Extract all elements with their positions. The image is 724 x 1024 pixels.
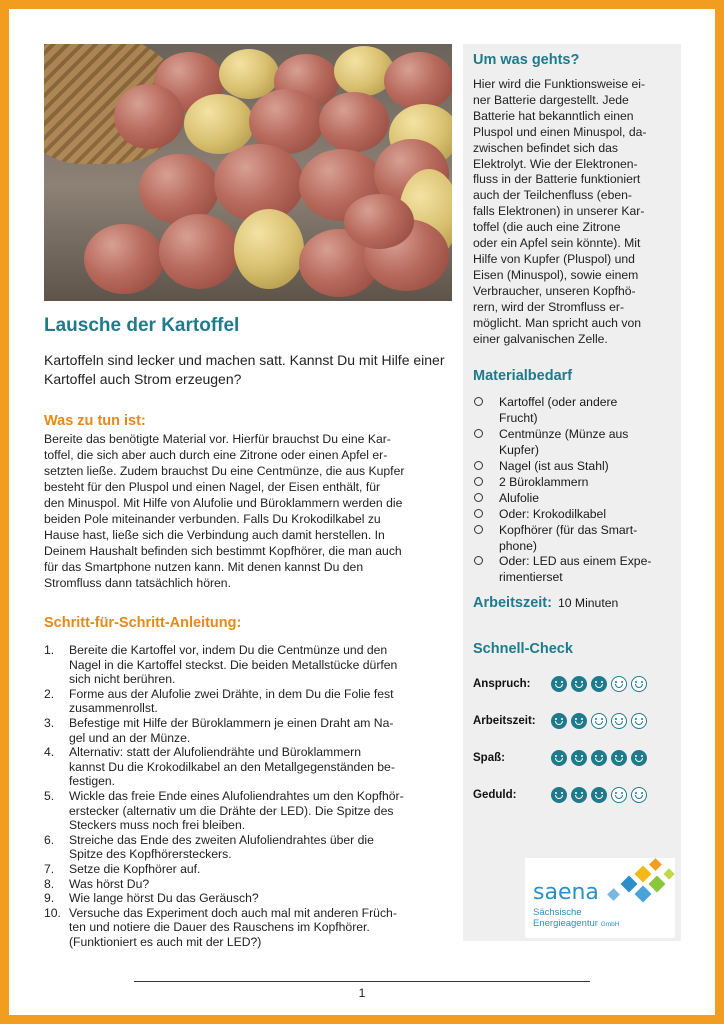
step-text-line: Wickle das freie Ende eines Alufoliendrahtes um den Kopfhör- xyxy=(69,788,404,803)
page-title: Lausche der Kartoffel xyxy=(44,315,240,336)
about-text-line: möglicht. Man spricht auch von xyxy=(473,315,641,330)
material-item xyxy=(473,491,671,507)
about-text-line: oder ein Apfel sein könnte). Mit xyxy=(473,236,641,251)
logo-subtitle-line2: Energieagentur xyxy=(533,918,598,929)
material-item xyxy=(473,507,671,523)
material-text-line: Centmünze (Münze aus xyxy=(499,427,629,442)
material-text-line: Nagel (ist aus Stahl) xyxy=(499,459,609,474)
step-text-line: Nagel in die Kartoffel steckst. Die beiden Metallstücke dürfen xyxy=(69,657,398,672)
material-item xyxy=(473,395,671,427)
rating-faces xyxy=(551,787,647,803)
circle-bullet-icon xyxy=(473,554,499,586)
todo-text-line: beiden Pole miteinander verbunden. Falls Du Krokodilkabel zu xyxy=(44,512,381,526)
material-text xyxy=(499,507,606,523)
step-item xyxy=(44,687,452,716)
material-item xyxy=(473,523,671,555)
circle-bullet-icon xyxy=(473,427,499,459)
smiley-filled-icon xyxy=(571,750,587,766)
material-text-line: Oder: Krokodilkabel xyxy=(499,506,607,521)
smiley-filled-icon xyxy=(551,787,567,803)
todo-heading: Was zu tun ist: xyxy=(44,413,146,429)
step-text-line: gel und an der Münze. xyxy=(69,730,191,745)
about-text-line: Eisen (Minuspol), sowie einem xyxy=(473,267,639,282)
material-text xyxy=(499,459,609,475)
step-item xyxy=(44,833,452,862)
circle-bullet-icon xyxy=(473,491,499,507)
material-text-line: rimentierset xyxy=(499,570,563,585)
step-text-line: Versuche das Experiment doch auch mal mit anderen Früch- xyxy=(69,905,397,920)
step-number: 4. xyxy=(44,745,55,760)
step-item xyxy=(44,877,452,892)
todo-text-line: toffel, die sich aber auch durch eine Zitrone oder einen Apfel er- xyxy=(44,448,388,462)
about-heading: Um was gehts? xyxy=(473,52,580,68)
steps-list xyxy=(44,643,452,949)
steps-heading: Schritt-für-Schritt-Anleitung: xyxy=(44,615,242,631)
logo-subtitle-suffix: GmbH xyxy=(600,921,620,928)
step-text-line: Forme aus der Alufolie zwei Drähte, in dem Du die Folie fest xyxy=(69,686,394,701)
todo-text-line: Deinem Haushalt befinden sich bestimmt Kopfhörer, die man auch xyxy=(44,544,402,558)
material-text-line: 2 Büroklammern xyxy=(499,474,589,489)
step-text xyxy=(69,877,149,892)
todo-text-line: Bereite das benötigte Material vor. Hierfür brauchst Du eine Kar- xyxy=(44,432,391,446)
info-sidebar xyxy=(463,44,681,941)
step-text-line: Steckers muss noch frei bleiben. xyxy=(69,818,246,833)
step-text-line: Streiche das Ende des zweiten Alufoliendrahtes über die xyxy=(69,832,374,847)
step-item xyxy=(44,643,452,687)
check-row xyxy=(473,776,671,813)
step-text xyxy=(69,862,200,877)
about-text-line: rern, wird der Stromfluss er- xyxy=(473,299,625,314)
smiley-filled-icon xyxy=(551,713,567,729)
material-text xyxy=(499,523,637,555)
check-row xyxy=(473,702,671,739)
smiley-outline-icon xyxy=(631,713,647,729)
material-item xyxy=(473,459,671,475)
step-text xyxy=(69,906,397,950)
step-item xyxy=(44,716,452,745)
smiley-filled-icon xyxy=(571,787,587,803)
rating-faces xyxy=(551,676,647,692)
smiley-filled-icon xyxy=(591,750,607,766)
about-text-line: Verbraucher, unseren Kopfhö- xyxy=(473,283,636,298)
about-text-line: zwischen befindet sich das xyxy=(473,140,618,155)
step-item xyxy=(44,789,452,833)
step-number: 8. xyxy=(44,876,55,891)
circle-bullet-icon xyxy=(473,459,499,475)
step-number: 1. xyxy=(44,643,55,657)
smiley-filled-icon xyxy=(571,676,587,692)
todo-text-line: setzten ließe. Zudem brauchst Du eine Centmünze, die aus Kupfer xyxy=(44,464,405,478)
step-number: 7. xyxy=(44,861,55,876)
about-text-line: Pluspol und einen Minuspol, da- xyxy=(473,124,647,139)
step-number: 5. xyxy=(44,788,55,803)
smiley-outline-icon xyxy=(611,713,627,729)
material-text-line: Alufolie xyxy=(499,490,539,505)
check-label: Arbeitszeit: xyxy=(473,714,536,727)
step-text-line: sich nicht berühren. xyxy=(69,672,176,687)
smiley-outline-icon xyxy=(591,713,607,729)
material-heading: Materialbedarf xyxy=(473,368,573,385)
about-text xyxy=(473,77,671,347)
step-item xyxy=(44,891,452,906)
material-text xyxy=(499,475,588,491)
smiley-filled-icon xyxy=(551,750,567,766)
todo-text-line: Stromfluss dann tatsächlich hören. xyxy=(44,576,231,590)
step-text-line: (Funktioniert es auch mit der LED?) xyxy=(69,934,262,949)
step-text-line: Setze die Kopfhörer auf. xyxy=(69,861,201,876)
step-text-line: zusammenrollst. xyxy=(69,701,158,716)
smiley-outline-icon xyxy=(611,787,627,803)
rating-faces xyxy=(551,713,647,729)
step-text xyxy=(69,745,395,789)
smiley-filled-icon xyxy=(571,713,587,729)
step-text-line: Bereite die Kartoffel vor, indem Du die Centmünze und den xyxy=(69,643,388,657)
step-text-line: Alternativ: statt der Alufoliendrähte und Büroklammern xyxy=(69,745,361,760)
check-label: Geduld: xyxy=(473,788,517,801)
step-text xyxy=(69,687,393,716)
about-text-line: Hier wird die Funktionsweise ei- xyxy=(473,77,646,91)
circle-bullet-icon xyxy=(473,523,499,555)
step-text-line: Spitze des Kopfhörersteckers. xyxy=(69,847,232,862)
logo-name: saena xyxy=(533,880,599,905)
material-text xyxy=(499,395,617,427)
smiley-filled-icon xyxy=(591,787,607,803)
material-text xyxy=(499,554,651,586)
check-list xyxy=(473,665,671,813)
saena-logo xyxy=(525,858,675,938)
smiley-filled-icon xyxy=(631,750,647,766)
material-text-line: Frucht) xyxy=(499,411,538,426)
step-number: 3. xyxy=(44,715,55,730)
page-number: 1 xyxy=(358,986,366,1000)
worktime-value: 10 Minuten xyxy=(557,596,619,611)
step-text xyxy=(69,643,397,687)
material-item xyxy=(473,475,671,491)
step-text-line: kannst Du die Krokodilkabel an den Metallgegenständen be- xyxy=(69,759,395,774)
circle-bullet-icon xyxy=(473,507,499,523)
rating-faces xyxy=(551,750,647,766)
todo-text-line: besteht für den Pluspol und einen Nagel, der Eisen enthält, für xyxy=(44,480,381,494)
step-number: 9. xyxy=(44,891,55,906)
about-text-line: Batterie hat bekanntlich einen xyxy=(473,108,634,123)
smiley-filled-icon xyxy=(611,750,627,766)
step-text xyxy=(69,833,374,862)
step-item xyxy=(44,745,452,789)
smiley-outline-icon xyxy=(631,787,647,803)
check-label: Anspruch: xyxy=(473,677,531,690)
material-text-line: Kupfer) xyxy=(499,443,539,458)
material-text xyxy=(499,427,628,459)
material-text-line: Oder: LED aus einem Expe- xyxy=(499,554,652,569)
step-number: 2. xyxy=(44,686,55,701)
check-row xyxy=(473,739,671,776)
about-text-line: fluss in der Batterie funktioniert xyxy=(473,172,641,187)
intro-text: Kartoffeln sind lecker und machen satt. Kannst Du mit Hilfe einer Kartoffel auch Strom erzeugen? xyxy=(44,352,445,387)
footer-divider xyxy=(134,981,590,982)
about-text-line: ner Batterie dargestellt. Jede xyxy=(473,92,629,107)
step-text xyxy=(69,716,393,745)
step-text-line: erstecker (alternativ um die Drähte der LED). Die Spitze des xyxy=(69,803,394,818)
smiley-outline-icon xyxy=(611,676,627,692)
logo-subtitle-line1: Sächsische xyxy=(533,907,582,918)
check-row xyxy=(473,665,671,702)
step-item xyxy=(44,862,452,877)
step-number: 6. xyxy=(44,832,55,847)
todo-text-line: für das Smartphone nutzen kann. Mit denen kannst Du den xyxy=(44,560,364,574)
step-text-line: Befestige mit Hilfe der Büroklammern je einen Draht am Na- xyxy=(69,715,394,730)
step-text-line: Wie lange hörst Du das Geräusch? xyxy=(69,891,259,906)
about-text-line: Elektrolyt. Wie der Elektronen- xyxy=(473,156,638,171)
material-item xyxy=(473,427,671,459)
material-text-line: phone) xyxy=(499,538,537,553)
about-text-line: Hilfe von Kupfer (Pluspol) und xyxy=(473,251,635,266)
material-text-line: Kartoffel (oder andere xyxy=(499,395,618,410)
smiley-filled-icon xyxy=(591,676,607,692)
about-text-line: falls Elektronen) in unserer Kar- xyxy=(473,204,645,219)
step-number: 10. xyxy=(44,905,61,920)
step-text xyxy=(69,789,404,833)
todo-text xyxy=(44,431,452,591)
worktime-label: Arbeitszeit: xyxy=(473,595,552,612)
about-text-line: einer galvanischen Zelle. xyxy=(473,331,608,346)
about-text-line: toffel (die auch eine Zitrone xyxy=(473,220,621,235)
potato-photo xyxy=(44,44,452,301)
smiley-filled-icon xyxy=(551,676,567,692)
smiley-outline-icon xyxy=(631,676,647,692)
step-text xyxy=(69,891,259,906)
step-text-line: Was hörst Du? xyxy=(69,876,150,891)
step-item xyxy=(44,906,452,950)
material-item xyxy=(473,554,671,586)
todo-text-line: Hause hast, ließe sich die Verbindung auch damit herstellen. In xyxy=(44,528,385,542)
worktime xyxy=(473,595,671,611)
circle-bullet-icon xyxy=(473,395,499,427)
step-text-line: ten und notiere die Dauer des Rauschens im Kopfhörer. xyxy=(69,920,370,935)
material-text-line: Kopfhörer (für das Smart- xyxy=(499,522,638,537)
about-text-line: auch der Teilchenfluss (eben- xyxy=(473,188,632,203)
material-text xyxy=(499,491,539,507)
todo-text-line: den Minuspol. Mit Hilfe von Alufolie und Büroklammern werden die xyxy=(44,496,403,510)
step-text-line: festigen. xyxy=(69,774,116,789)
material-list xyxy=(473,395,671,586)
logo-subtitle xyxy=(533,907,619,930)
check-heading: Schnell-Check xyxy=(473,641,573,658)
main-column xyxy=(44,44,452,949)
circle-bullet-icon xyxy=(473,475,499,491)
check-label: Spaß: xyxy=(473,751,505,764)
